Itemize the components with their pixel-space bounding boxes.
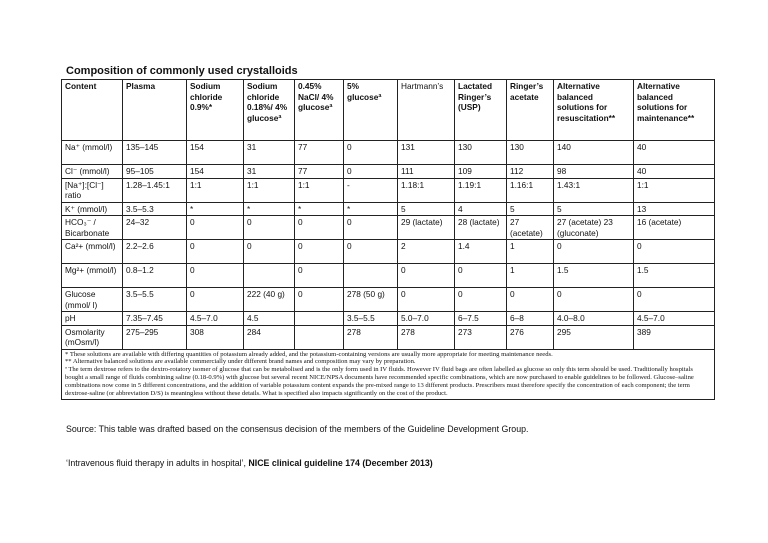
footnote: * These solutions are available with differing quantities of potassium already added, and the potassium-containing versions are usually more appropriate for meeting maintenance needs. (65, 350, 553, 358)
table-cell: 0 (187, 240, 244, 264)
table-row (62, 216, 715, 240)
table-cell: 0 (455, 264, 507, 288)
table-cell: 5 (398, 202, 455, 216)
column-header: 0.45% NaCl/ 4% glucoseª (295, 80, 344, 141)
column-header: Plasma (123, 80, 187, 141)
table-cell: 16 (acetate) (634, 216, 715, 240)
table-cell: 1.28–1.45:1 (123, 178, 187, 202)
row-label-cell: Mg²+ (mmol/l) (62, 264, 123, 288)
table-cell: 0 (398, 288, 455, 312)
table-cell: 130 (455, 141, 507, 165)
row-label-cell: [Na⁺]:[Cl⁻] ratio (62, 178, 123, 202)
footnote: ** Alternative balanced solutions are available commercially under different brand names and composition may vary by preparation. (65, 358, 416, 366)
table-cell: 109 (455, 165, 507, 179)
crystalloids-table (61, 79, 715, 400)
table-cell: 2 (398, 240, 455, 264)
table-cell: 2.2–2.6 (123, 240, 187, 264)
table-cell (344, 264, 398, 288)
table-cell: - (344, 178, 398, 202)
table-cell: 0.8–1.2 (123, 264, 187, 288)
table-cell: 1.5 (634, 264, 715, 288)
table-cell: 4.0–8.0 (554, 312, 634, 326)
table-cell: 77 (295, 141, 344, 165)
table-cell: 3.5–5.3 (123, 202, 187, 216)
table-cell: 1 (507, 240, 554, 264)
table-cell: 135–145 (123, 141, 187, 165)
table-cell: 112 (507, 165, 554, 179)
table-cell: 0 (295, 216, 344, 240)
table-cell: 31 (244, 165, 295, 179)
table-row (62, 312, 715, 326)
table-cell: 13 (634, 202, 715, 216)
row-label-cell: pH (62, 312, 123, 326)
column-header: Sodium chloride 0.18%/ 4% glucoseª (244, 80, 295, 141)
table-cell: 1:1 (634, 178, 715, 202)
table-cell: 5.0–7.0 (398, 312, 455, 326)
table-cell: 31 (244, 141, 295, 165)
table-cell: 0 (344, 165, 398, 179)
table-cell: 6–7.5 (455, 312, 507, 326)
table-cell (295, 325, 344, 349)
table-cell: 0 (634, 288, 715, 312)
table-cell: 0 (187, 264, 244, 288)
table-cell: 0 (295, 240, 344, 264)
row-label-cell: Cl⁻ (mmol/l) (62, 165, 123, 179)
table-cell: 27 (acetate) 23 (gluconate) (554, 216, 634, 240)
table-cell (244, 264, 295, 288)
table-cell: 278 (50 g) (344, 288, 398, 312)
table-cell: 1 (507, 264, 554, 288)
row-label-cell: K⁺ (mmol/l) (62, 202, 123, 216)
row-label-cell: Osmolarity (mOsm/l) (62, 325, 123, 349)
table-cell: 130 (507, 141, 554, 165)
table-row (62, 178, 715, 202)
citation-title: ‘Intravenous fluid therapy in adults in hospital’, (66, 458, 249, 468)
table-cell: 0 (554, 240, 634, 264)
table-cell: 4.5 (244, 312, 295, 326)
table-cell: 0 (398, 264, 455, 288)
table-cell: 29 (lactate) (398, 216, 455, 240)
table-cell: 154 (187, 141, 244, 165)
citation (66, 458, 433, 468)
table-row (62, 325, 715, 349)
table-cell: 3.5–5.5 (344, 312, 398, 326)
column-header: Sodium chloride 0.9%* (187, 80, 244, 141)
table-cell: 1.18:1 (398, 178, 455, 202)
table-cell: 4.5–7.0 (634, 312, 715, 326)
column-header: Ringer’s acetate (507, 80, 554, 141)
table-cell: 5 (507, 202, 554, 216)
column-header: Alternative balanced solutions for resuscitation** (554, 80, 634, 141)
table-cell: * (187, 202, 244, 216)
table-row (62, 240, 715, 264)
table-cell: 5 (554, 202, 634, 216)
citation-reference: NICE clinical guideline 174 (December 2013) (248, 458, 433, 468)
row-label-cell: Ca²+ (mmol/l) (62, 240, 123, 264)
table-cell: 273 (455, 325, 507, 349)
row-label-cell: Na⁺ (mmol/l) (62, 141, 123, 165)
table-cell: 222 (40 g) (244, 288, 295, 312)
table-cell: 95–105 (123, 165, 187, 179)
table-cell: 1.4 (455, 240, 507, 264)
table-cell: 24–32 (123, 216, 187, 240)
table-cell: 1:1 (244, 178, 295, 202)
table-cell: 389 (634, 325, 715, 349)
table-row (62, 165, 715, 179)
table-cell: 1.5 (554, 264, 634, 288)
table-cell: * (295, 202, 344, 216)
table-cell: 28 (lactate) (455, 216, 507, 240)
table-cell: 1:1 (187, 178, 244, 202)
column-header: Alternative balanced solutions for maintenance** (634, 80, 715, 141)
table-cell: 40 (634, 165, 715, 179)
table-cell: 0 (634, 240, 715, 264)
table-cell: 40 (634, 141, 715, 165)
table-row (62, 141, 715, 165)
table-cell: 98 (554, 165, 634, 179)
table-cell: 1:1 (295, 178, 344, 202)
table-cell: 0 (244, 240, 295, 264)
table-cell: 0 (295, 264, 344, 288)
table-cell: * (344, 202, 398, 216)
column-header: 5% glucoseª (344, 80, 398, 141)
table-cell: 284 (244, 325, 295, 349)
table-cell (295, 312, 344, 326)
table-cell: 276 (507, 325, 554, 349)
table-cell: 3.5–5.5 (123, 288, 187, 312)
table-cell: 0 (455, 288, 507, 312)
table-cell: 7.35–7.45 (123, 312, 187, 326)
footnote: ª The term dextrose refers to the dextro-rotatory isomer of glucose that can be metabolised and is the only form used in IV fluids. However IV fluid bags are often labelled as glucose so only this term should be used. Traditionally hospitals bought a small range of fluids combining saline (0.18-0.9%) with glucose but several recent NICE/NPSA documents have recommended specific combinations, which are now purchased to enable guidelines to be followed. Glucose–saline combinations now come in 5 different concentrations, and the addition of variable potassium content expands the pre-mixed range to 13 different products. Prescribers must therefore specify the concentration of each component; the term dextrose-saline (or abbreviation D/S) is meaningless without these details. What is specified also impacts significantly on the cost of the product. (65, 366, 694, 398)
column-header: Content (62, 80, 123, 141)
table-cell: 154 (187, 165, 244, 179)
column-header: Lactated Ringer’s (USP) (455, 80, 507, 141)
header-row (62, 80, 715, 141)
footnotes-cell (62, 349, 715, 399)
table-cell: 1.19:1 (455, 178, 507, 202)
table-cell: 131 (398, 141, 455, 165)
table-title: Composition of commonly used crystalloids (66, 65, 298, 77)
table-cell: 1.43:1 (554, 178, 634, 202)
table-row (62, 288, 715, 312)
table-cell: 278 (398, 325, 455, 349)
table-cell: 0 (295, 288, 344, 312)
table-cell: 111 (398, 165, 455, 179)
table-cell: 27 (acetate) (507, 216, 554, 240)
table-cell: 4 (455, 202, 507, 216)
table-cell: * (244, 202, 295, 216)
table-row (62, 202, 715, 216)
table-cell: 0 (244, 216, 295, 240)
table-cell: 0 (187, 216, 244, 240)
table-cell: 278 (344, 325, 398, 349)
table-cell: 0 (554, 288, 634, 312)
table-row (62, 264, 715, 288)
table-cell: 0 (344, 240, 398, 264)
table-cell: 275–295 (123, 325, 187, 349)
table-cell: 140 (554, 141, 634, 165)
table-cell: 295 (554, 325, 634, 349)
row-label-cell: HCO₃⁻ / Bicarbonate (62, 216, 123, 240)
table-cell: 77 (295, 165, 344, 179)
table-cell: 6–8 (507, 312, 554, 326)
table-cell: 0 (507, 288, 554, 312)
notes-row (62, 349, 715, 399)
table-cell: 0 (187, 288, 244, 312)
row-label-cell: Glucose (mmol/ l) (62, 288, 123, 312)
table-cell: 4.5–7.0 (187, 312, 244, 326)
source-note: Source: This table was drafted based on the consensus decision of the members of the Guideline Development Group. (66, 424, 529, 434)
table-cell: 1.16:1 (507, 178, 554, 202)
table-cell: 0 (344, 141, 398, 165)
column-header: Hartmann’s (398, 80, 455, 141)
table-cell: 0 (344, 216, 398, 240)
table-cell: 308 (187, 325, 244, 349)
table-body (62, 141, 715, 400)
